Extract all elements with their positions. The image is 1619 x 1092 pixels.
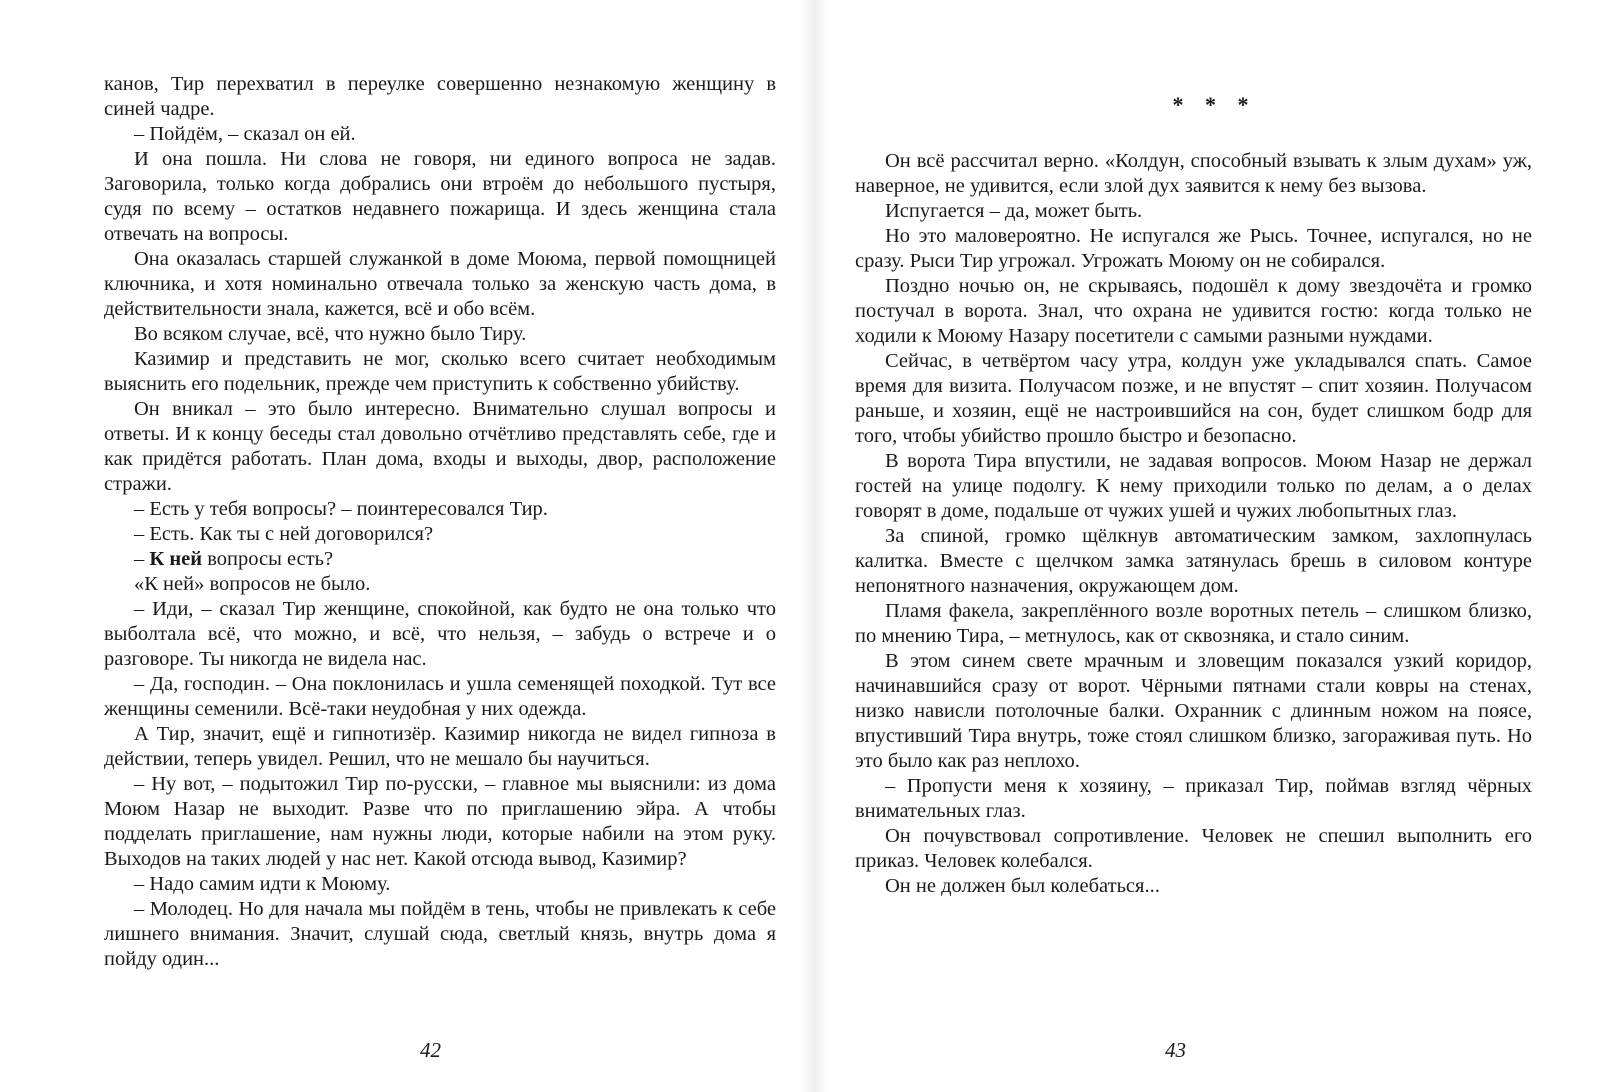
page-number: 42	[420, 1038, 441, 1062]
left-page-text	[104, 72, 776, 972]
section-separator: * * *	[1172, 92, 1257, 117]
bold-line-prefix: –	[134, 548, 150, 570]
paragraph: Он вникал – это было интересно. Внимательно слушал вопросы и ответы. И к концу беседы стал довольно отчётливо представлять себе, где и как придётся работать. План дома, входы и выходы, двор, расположение стражи.	[104, 398, 776, 495]
paragraph: Сейчас, в четвёртом часу утра, колдун уже укладывался спать. Самое время для визита. Получасом позже, и не впустят – спит хозяин. Получасом раньше, и хозяин, ещё не настроившийся на сон, будет слишком бодр для того, чтобы убийство прошло быстро и безопасно.	[855, 350, 1532, 447]
paragraph: – Иди, – сказал Тир женщине, спокойной, как будто не она только что выболтала всё, что можно, и всё, что нельзя, – забудь о встрече и о разговоре. Ты никогда не видела нас.	[104, 598, 776, 670]
paragraph: – Есть. Как ты с ней договорился?	[134, 523, 434, 545]
paragraph: Он почувствовал сопротивление. Человек не спешил выполнить его приказ. Человек колебался.	[855, 825, 1532, 872]
paragraph: Во всяком случае, всё, что нужно было Тиру.	[134, 323, 527, 345]
paragraph: Поздно ночью он, не скрываясь, подошёл к дому звездочёта и громко постучал в ворота. Знал, что охрана не удивится гостю: когда только не ходили к Моюму Назару посетители с самыми разными нуждами.	[855, 275, 1532, 347]
paragraph: Пламя факела, закреплённого возле воротных петель – слишком близко, по мнению Тира, – метнулось, как от сквозняка, и стало синим.	[855, 600, 1532, 647]
paragraph: «К ней» вопросов не было.	[134, 573, 371, 595]
paragraph: Он всё рассчитал верно. «Колдун, способный взывать к злым духам» уж, наверное, не удивится, если злой дух заявится к нему без вызова.	[855, 150, 1532, 197]
paragraph: Он не должен был колебаться...	[885, 875, 1160, 897]
paragraph: И она пошла. Ни слова не говоря, ни единого вопроса не задав. Заговорила, только когда добрались они втроём до небольшого пустыря, судя по всему – остатков недавнего пожарища. И здесь женщина стала отвечать на вопросы.	[104, 148, 776, 245]
book-gutter	[800, 0, 830, 1092]
bold-line-suffix: вопросы есть?	[202, 548, 334, 570]
paragraph: За спиной, громко щёлкнув автоматическим замком, захлопнулась калитка. Вместе с щелчком замка затянулась брешь в силовом контуре непонятного назначения, окружающем дом.	[855, 525, 1532, 597]
paragraph: В этом синем свете мрачным и зловещим показался узкий коридор, начинавшийся сразу от ворот. Чёрными пятнами стали ковры на стенах, низко нависли потолочные балки. Охранник с длинным ножом на поясе, впустивший Тира внутрь, тоже стоял слишком близко, загораживая путь. Но это было как раз неплохо.	[855, 650, 1532, 772]
paragraph: – Пропусти меня к хозяину, – приказал Тир, поймав взгляд чёрных внимательных глаз.	[855, 775, 1532, 822]
paragraph: – Ну вот, – подытожил Тир по-русски, – главное мы выяснили: из дома Моюм Назар не выходит. Разве что по приглашению эйра. А чтобы подделать приглашение, нам нужны люди, которые набили на этом руку. Выходов на таких людей у нас нет. Какой отсюда вывод, Казимир?	[104, 773, 776, 870]
right-page-text	[855, 149, 1532, 899]
paragraph: Испугается – да, может быть.	[885, 200, 1143, 222]
bold-emphasis: К ней	[149, 548, 203, 570]
paragraph: Казимир и представить не мог, сколько всего считает необходимым выяснить его подельник, прежде чем приступить к собственно убийству.	[104, 348, 776, 395]
paragraph: А Тир, значит, ещё и гипнотизёр. Казимир никогда не видел гипноза в действии, теперь увидел. Решил, что не мешало бы научиться.	[104, 723, 776, 770]
paragraph: – Молодец. Но для начала мы пойдём в тень, чтобы не привлекать к себе лишнего внимания. Значит, слушай сюда, светлый князь, внутрь дома я пойду один...	[104, 898, 776, 970]
paragraph-with-bold	[104, 547, 776, 572]
right-page	[810, 0, 1619, 1092]
paragraph: В ворота Тира впустили, не задавая вопросов. Моюм Назар не держал гостей на улице подолгу. К нему приходили только по делам, а о делах говорят в доме, подальше от чужих ушей и чужих любопытных глаз.	[855, 450, 1532, 522]
paragraph: – Да, господин. – Она поклонилась и ушла семенящей походкой. Тут все женщины семенили. Всё-таки неудобная у них одежда.	[104, 673, 776, 720]
paragraph: – Есть у тебя вопросы? – поинтересовался Тир.	[134, 498, 548, 520]
paragraph: Но это маловероятно. Не испугался же Рысь. Точнее, испугался, но не сразу. Рыси Тир угрожал. Угрожать Моюму он не собирался.	[855, 225, 1532, 272]
page-number: 43	[1165, 1038, 1186, 1062]
paragraph: Она оказалась старшей служанкой в доме Моюма, первой помощницей ключника, и хотя номинально отвечала только за женскую часть дома, в действительности знала, кажется, всё и обо всём.	[104, 248, 776, 320]
paragraph: – Пойдём, – сказал он ей.	[134, 123, 356, 145]
paragraph: канов, Тир перехватил в переулке совершенно незнакомую женщину в синей чадре.	[104, 73, 776, 120]
paragraph: – Надо самим идти к Моюму.	[134, 873, 391, 895]
